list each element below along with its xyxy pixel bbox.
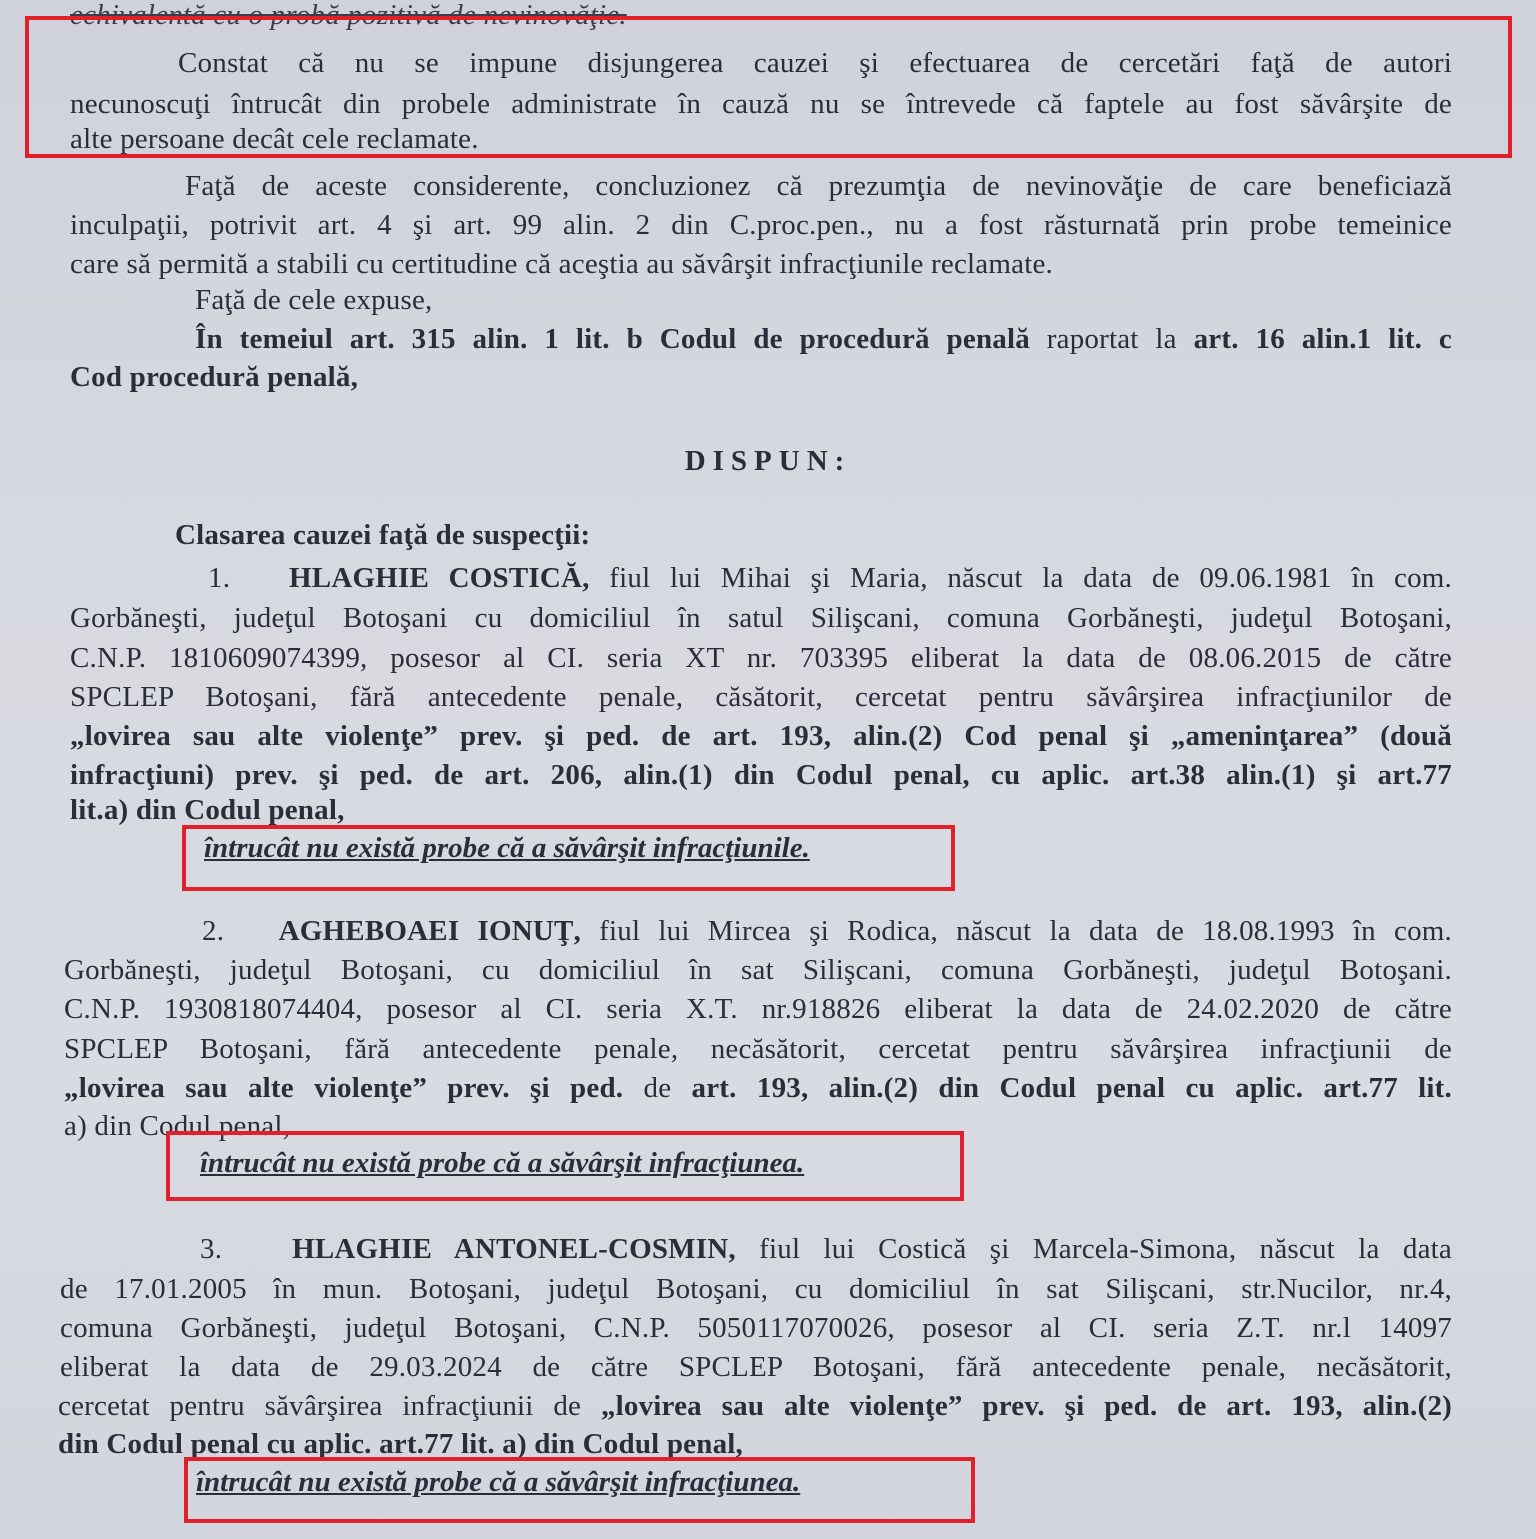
suspect-3-line-2: de 17.01.2005 în mun. Botoşani, judeţul Botoşani, cu domiciliul în sat Silişcani, str.Nucilor, nr.4, [60, 1273, 1452, 1305]
suspect-1-line-5: „lovirea sau alte violenţe” prev. şi ped. de art. 193, alin.(2) Cod penal şi „ameninţarea” (două [70, 720, 1452, 752]
temei-line-1 [70, 320, 1452, 358]
suspect-3-l1-rest: fiul lui Costică şi Marcela-Simona, născut la data [735, 1233, 1452, 1265]
highlight-box-suspect-3 [184, 1457, 975, 1523]
suspect-2-l5-a: „lovirea sau alte violenţe” prev. şi ped. [64, 1072, 624, 1104]
suspect-2-line-5 [64, 1069, 1452, 1107]
dispun-heading: DISPUN: [684, 445, 852, 477]
suspect-2-l1-rest: fiul lui Mircea şi Rodica, născut la data de 18.08.1993 în com. [581, 915, 1452, 947]
expuse-line: Faţă de cele expuse, [195, 284, 433, 316]
suspect-1-line-3: C.N.P. 1810609074399, posesor al CI. seria XT nr. 703395 eliberat la data de 08.06.2015 de către [70, 642, 1452, 674]
suspect-2-l5-b: de [623, 1072, 692, 1104]
suspect-2-line-4: SPCLEP Botoşani, fără antecedente penale, necăsătorit, cercetat pentru săvârşirea infracţiunii de [64, 1033, 1452, 1065]
suspect-2-line-2: Gorbăneşti, judeţul Botoşani, cu domiciliul în sat Silişcani, comuna Gorbăneşti, judeţul Botoşani. [64, 954, 1452, 986]
suspect-2-conclusion: întrucât nu există probe că a săvârşit infracţiunea. [200, 1147, 805, 1179]
suspect-1-conclusion: întrucât nu există probe că a săvârşit infracţiunile. [204, 832, 810, 864]
suspect-3-line-1 [60, 1230, 1452, 1268]
suspect-1-line-4: SPCLEP Botoşani, fără antecedente penale, căsătorit, cercetat pentru săvârşirea infracţiunilor de [70, 681, 1452, 713]
highlight-box-disjunction [25, 16, 1512, 158]
para-presumption-line-1: Faţă de aceste considerente, concluzionez că prezumţia de nevinovăţie de care beneficiază [185, 170, 1452, 202]
suspect-2-number: 2. [202, 915, 225, 947]
suspect-2-line-1 [64, 912, 1452, 950]
temei-part-3: art. 16 alin.1 lit. c [1193, 323, 1452, 355]
suspect-3-line-3: comuna Gorbăneşti, judeţul Botoşani, C.N.P. 5050117070026, posesor al CI. seria Z.T. nr.l 14097 [60, 1312, 1452, 1344]
para-disjunction-line-2: necunoscuţi întrucât din probele administrate în cauză nu se întrevede că faptele au fost săvârşite de [70, 88, 1452, 120]
para-presumption-line-3: care să permită a stabili cu certitudine că aceştia au săvârşit infracţiunile reclamate. [70, 248, 1053, 280]
suspect-3-number: 3. [200, 1233, 223, 1265]
suspect-2-line-3: C.N.P. 1930818074404, posesor al CI. seria X.T. nr.918826 eliberat la data de 24.02.2020 de către [64, 993, 1452, 1025]
suspect-1-number: 1. [208, 562, 231, 594]
suspect-3-line-5 [58, 1387, 1452, 1425]
suspect-1-name: HLAGHIE COSTICĂ, [289, 562, 590, 594]
suspect-1-line-2: Gorbăneşti, judeţul Botoşani cu domiciliul în satul Silişcani, comuna Gorbăneşti, judeţul Botoşani, [70, 602, 1452, 634]
temei-line-2: Cod procedură penală, [70, 361, 359, 393]
suspect-3-l5-b: „lovirea sau alte violenţe” prev. şi ped. de art. 193, alin.(2) [600, 1390, 1452, 1422]
highlight-box-suspect-2 [166, 1131, 964, 1201]
suspect-2-l5-c: art. 193, alin.(2) din Codul penal cu aplic. art.77 lit. [691, 1072, 1452, 1104]
temei-part-1: În temeiul art. 315 alin. 1 lit. b Codul de procedură penală [195, 323, 1030, 355]
suspect-2-line-6: a) din Codul penal, [64, 1110, 291, 1142]
suspect-3-l5-a: cercetat pentru săvârşirea infracţiunii de [58, 1390, 601, 1422]
clasarea-heading: Clasarea cauzei faţă de suspecţii: [175, 519, 591, 551]
para-disjunction-line-1: Constat că nu se impune disjungerea cauzei şi efectuarea de cercetări faţă de autori [178, 47, 1452, 79]
suspect-1-line-7: lit.a) din Codul penal, [70, 794, 345, 826]
suspect-3-line-4: eliberat la data de 29.03.2024 de către SPCLEP Botoşani, fără antecedente penale, necăsătorit, [60, 1351, 1452, 1383]
suspect-3-line-6: din Codul penal cu aplic. art.77 lit. a) din Codul penal, [58, 1428, 743, 1460]
suspect-3-name: HLAGHIE ANTONEL-COSMIN, [292, 1233, 736, 1265]
para-presumption-line-2: inculpaţii, potrivit art. 4 şi art. 99 alin. 2 din C.proc.pen., nu a fost răsturnată prin probe temeinice [70, 209, 1452, 241]
suspect-2-name: AGHEBOAEI IONUŢ, [278, 915, 581, 947]
top-fragment: echivalentă cu o probă pozitivă de nevinovăţie. [70, 0, 627, 31]
suspect-1-l1-rest: fiul lui Mihai şi Maria, născut la data de 09.06.1981 în com. [589, 562, 1452, 594]
highlight-box-suspect-1 [182, 825, 955, 891]
temei-part-2: raportat la [1029, 323, 1194, 355]
suspect-1-line-6: infracţiuni) prev. şi ped. de art. 206, alin.(1) din Codul penal, cu aplic. art.38 alin.(1) şi art.77 [70, 759, 1452, 791]
suspect-3-conclusion: întrucât nu există probe că a săvârşit infracţiunea. [196, 1466, 801, 1498]
suspect-1-line-1 [70, 559, 1452, 597]
para-disjunction-line-3: alte persoane decât cele reclamate. [70, 123, 479, 155]
